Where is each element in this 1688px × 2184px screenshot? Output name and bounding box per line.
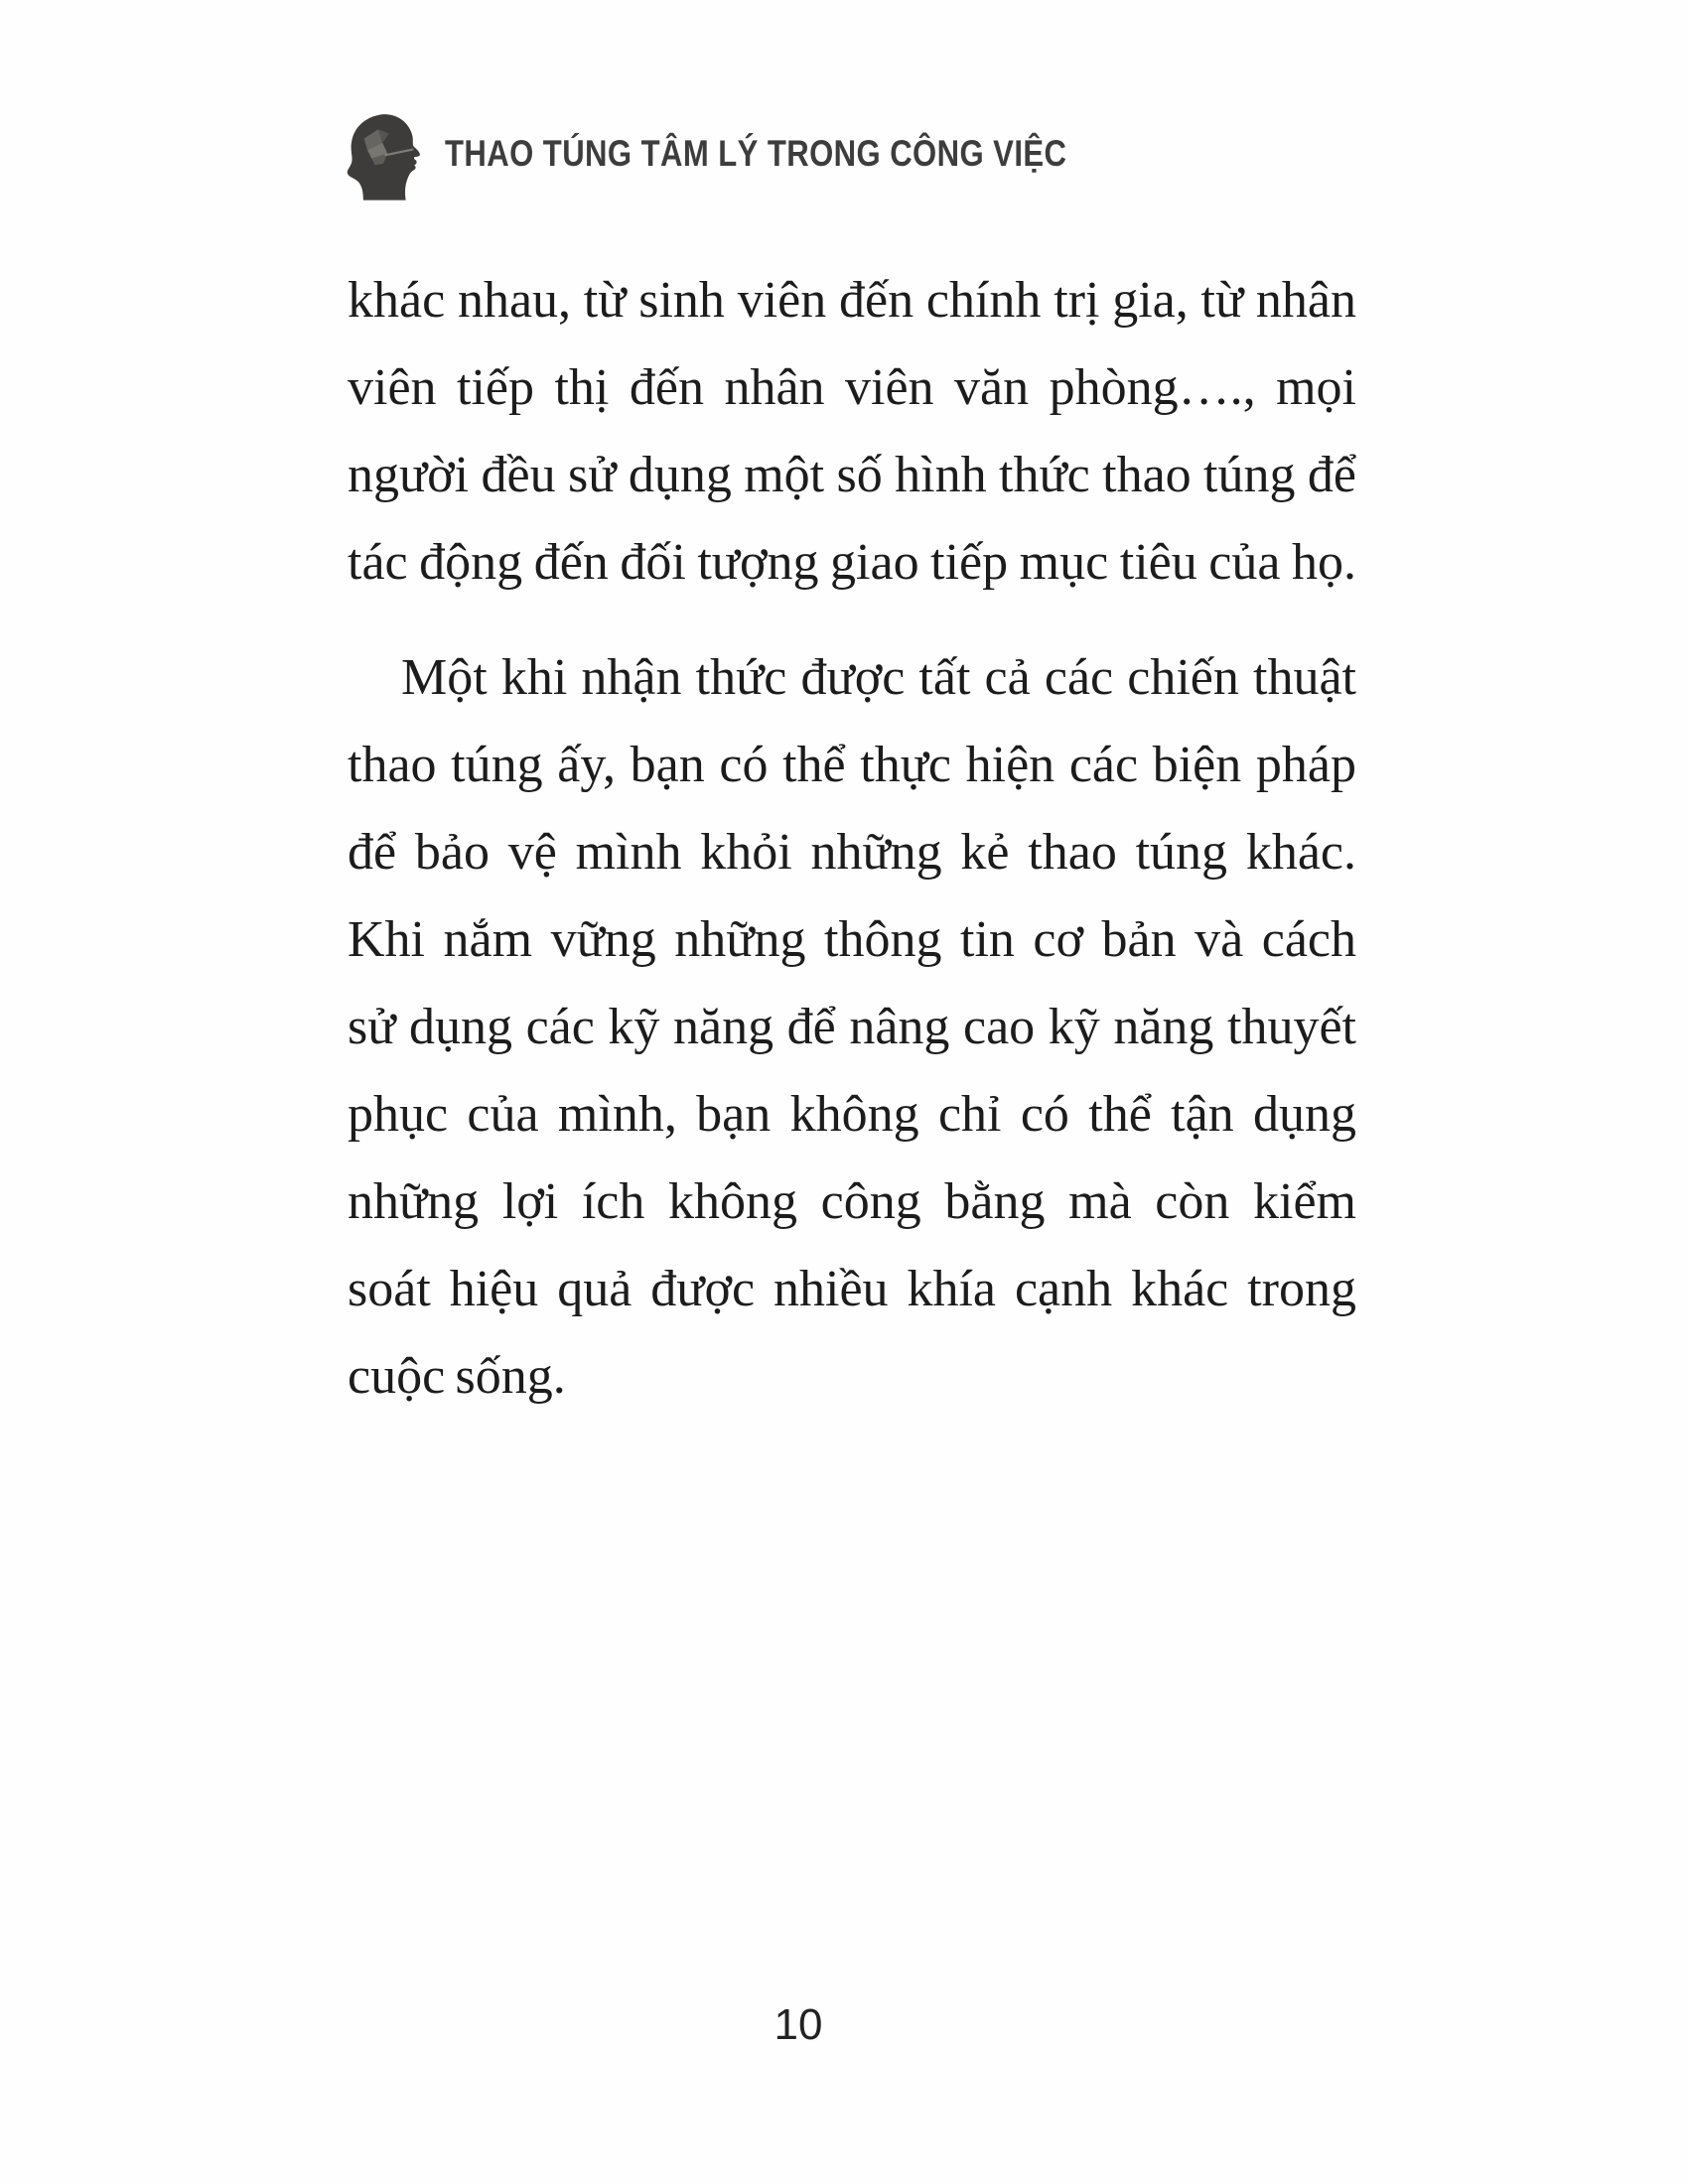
text-line: viên tiếp thị đến nhân viên văn phòng…., mọi xyxy=(348,359,1356,416)
text-line: những lợi ích không công bằng mà còn kiểm xyxy=(348,1173,1356,1230)
page-number: 10 xyxy=(774,2000,823,2049)
text-line: để bảo vệ mình khỏi những kẻ thao túng khác. xyxy=(348,824,1356,881)
text-line: soát hiệu quả được nhiều khía cạnh khác trong xyxy=(348,1261,1356,1317)
text-line: thao túng ấy, bạn có thể thực hiện các biện pháp xyxy=(348,737,1356,793)
text-line: cuộc sống. xyxy=(348,1348,566,1405)
text-line: người đều sử dụng một số hình thức thao túng để xyxy=(348,447,1356,503)
text-line: Khi nắm vững những thông tin cơ bản và cách xyxy=(348,911,1356,968)
head-profile-icon xyxy=(342,111,425,203)
text-line: phục của mình, bạn không chỉ có thể tận dụng xyxy=(348,1086,1356,1143)
paragraph-1 xyxy=(348,257,1356,607)
text-line: Một khi nhận thức được tất cả các chiến thuật xyxy=(401,649,1356,706)
text-line: sử dụng các kỹ năng để nâng cao kỹ năng thuyết xyxy=(348,999,1356,1055)
paragraph-2 xyxy=(348,634,1356,1421)
text-line: tác động đến đối tượng giao tiếp mục tiêu của họ. xyxy=(348,534,1356,591)
text-line: khác nhau, từ sinh viên đến chính trị gia, từ nhân xyxy=(348,272,1356,329)
text-block xyxy=(348,257,1356,1421)
running-header-title: THAO TÚNG TÂM LÝ TRONG CÔNG VIỆC xyxy=(445,133,1067,174)
